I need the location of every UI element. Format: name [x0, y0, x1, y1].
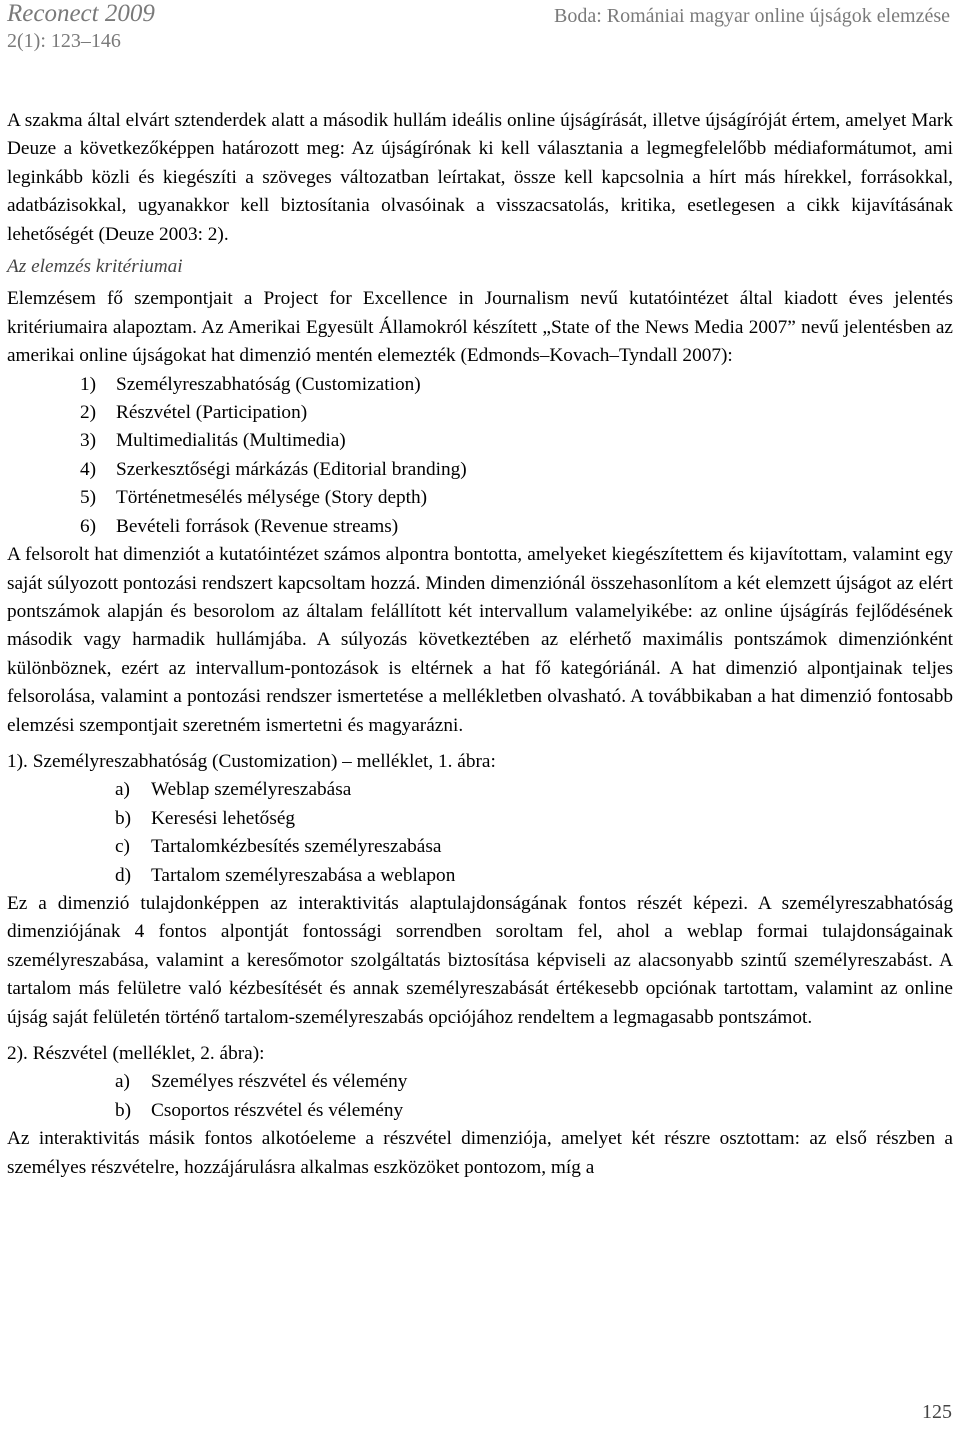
customization-list — [7, 776, 953, 890]
list-item: a) Weblap személyreszabása — [115, 779, 352, 801]
list-item: 4) Szerkesztőségi márkázás (Editorial branding) — [80, 458, 467, 480]
list-item: b) Keresési lehetőség — [115, 807, 296, 829]
list-item: 6) Bevételi források (Revenue streams) — [80, 515, 399, 537]
list-item: 1) Személyreszabhatóság (Customization) — [80, 373, 421, 395]
list-item: 3) Multimedialitás (Multimedia) — [80, 430, 346, 452]
article-body — [7, 107, 953, 1182]
paragraph-customization: Ez a dimenzió tulajdonképpen az interaktivitás alaptulajdonságának fontos részét képezi. A személyreszabhatóság dimenziójának 4 fontos alpontját fontossági sorrendben soroltam fel, ahol a weblap formai tulajdonságainak személyreszabása, valamint a keresőmotor szolgáltatás biztosítása képviseli az alacsonyabb szintű személyreszabást. A tartalom más felületre való kézbesítését és annak személyreszabását értékesebb opciónak tartottam, valamint az online újság saját felületén történő tartalom-személyreszabás opciójához rendeltem a legmagasabb pontszámot. — [7, 892, 953, 1028]
paragraph-participation: Az interaktivitás másik fontos alkotóeleme a részvétel dimenziója, amelyet két részre osztottam: az első részben a személyes részvételre, hozzájárulásra alkalmas eszközöket pontozom, míg a — [7, 1128, 953, 1178]
dimension-list — [7, 371, 953, 541]
section-participation-heading: 2). Részvétel (melléklet, 2. ábra): — [7, 1043, 265, 1064]
participation-list — [7, 1068, 953, 1125]
list-item: c) Tartalomkézbesítés személyreszabása — [115, 836, 442, 858]
list-item: b) Csoportos részvétel és vélemény — [115, 1099, 404, 1121]
paragraph-scoring: A felsorolt hat dimenziót a kutatóintézet számos alpontra bontotta, amelyeket kiegészítettem és kijavítottam, valamint egy saját súlyozott pontozási rendszert kapcsoltam hozzá. Minden dimenziónál összehasonlítom a két elemzett újságot az elért pontszámok alapján és besorolom az általam felállított két intervallum valamelyikébe: az online újságírás fejlődésének második vagy harmadik hullámjába. A súlyozás következtében az elérhető maximális pontszámok dimenziónként különböznek, ezért az intervallum-pontozások is eltérnek a hat fő kategóriánál. A hat dimenzió alpontjainak teljes felsorolása, valamint a pontozási rendszer ismertetése a mellékletben olvasható. A továbbikaban a hat dimenzió fontosabb elemzési szempontjait szeretném ismertetni és magyarázni. — [7, 544, 953, 736]
list-item: 2) Részvétel (Participation) — [80, 402, 308, 424]
journal-title: Reconect 2009 — [7, 0, 155, 27]
running-title: Boda: Romániai magyar online újságok elemzése — [554, 5, 950, 27]
issue-pages: 2(1): 123–146 — [7, 30, 121, 52]
page-header — [0, 0, 960, 56]
list-item: a) Személyes részvétel és vélemény — [115, 1071, 408, 1093]
section-subheading: Az elemzés kritériumai — [7, 256, 183, 278]
page-number: 125 — [922, 1401, 952, 1423]
paragraph-criteria: Elemzésem fő szempontjait a Project for Excellence in Journalism nevű kutatóintézet által kiadott éves jelentés kritériumaira alapoztam. Az Amerikai Egyesült Államokról készített „State of the News Media 2007” nevű jelentésben az amerikai online újságokat hat dimenzió mentén elemezték (Edmonds–Kovach–Tyndall 2007): — [7, 288, 953, 367]
paragraph-standards: A szakma által elvárt sztenderdek alatt a második hullám ideális online újságírását, illetve újságíróját értem, amelyet Mark Deuze a következőképpen határozott meg: Az újságírónak ki kell választania a legmegfelelőbb médiaformátumot, ami leginkább közli és kiegészíti a szöveges változatban leírtakat, össze kell kapcsolnia a hírt más hírekkel, forrásokkal, adatbázisokkal, ugyanakkor kell biztosítania olvasóinak a visszacsatolás, kritika, esetlegesen a cikk kijavításának lehetőségét (Deuze 2003: 2). — [7, 110, 953, 245]
list-item: 5) Történetmesélés mélysége (Story depth) — [80, 487, 428, 509]
section-customization-heading: 1). Személyreszabhatóság (Customization) – melléklet, 1. ábra: — [7, 750, 496, 772]
list-item: d) Tartalom személyreszabása a weblapon — [115, 864, 456, 886]
